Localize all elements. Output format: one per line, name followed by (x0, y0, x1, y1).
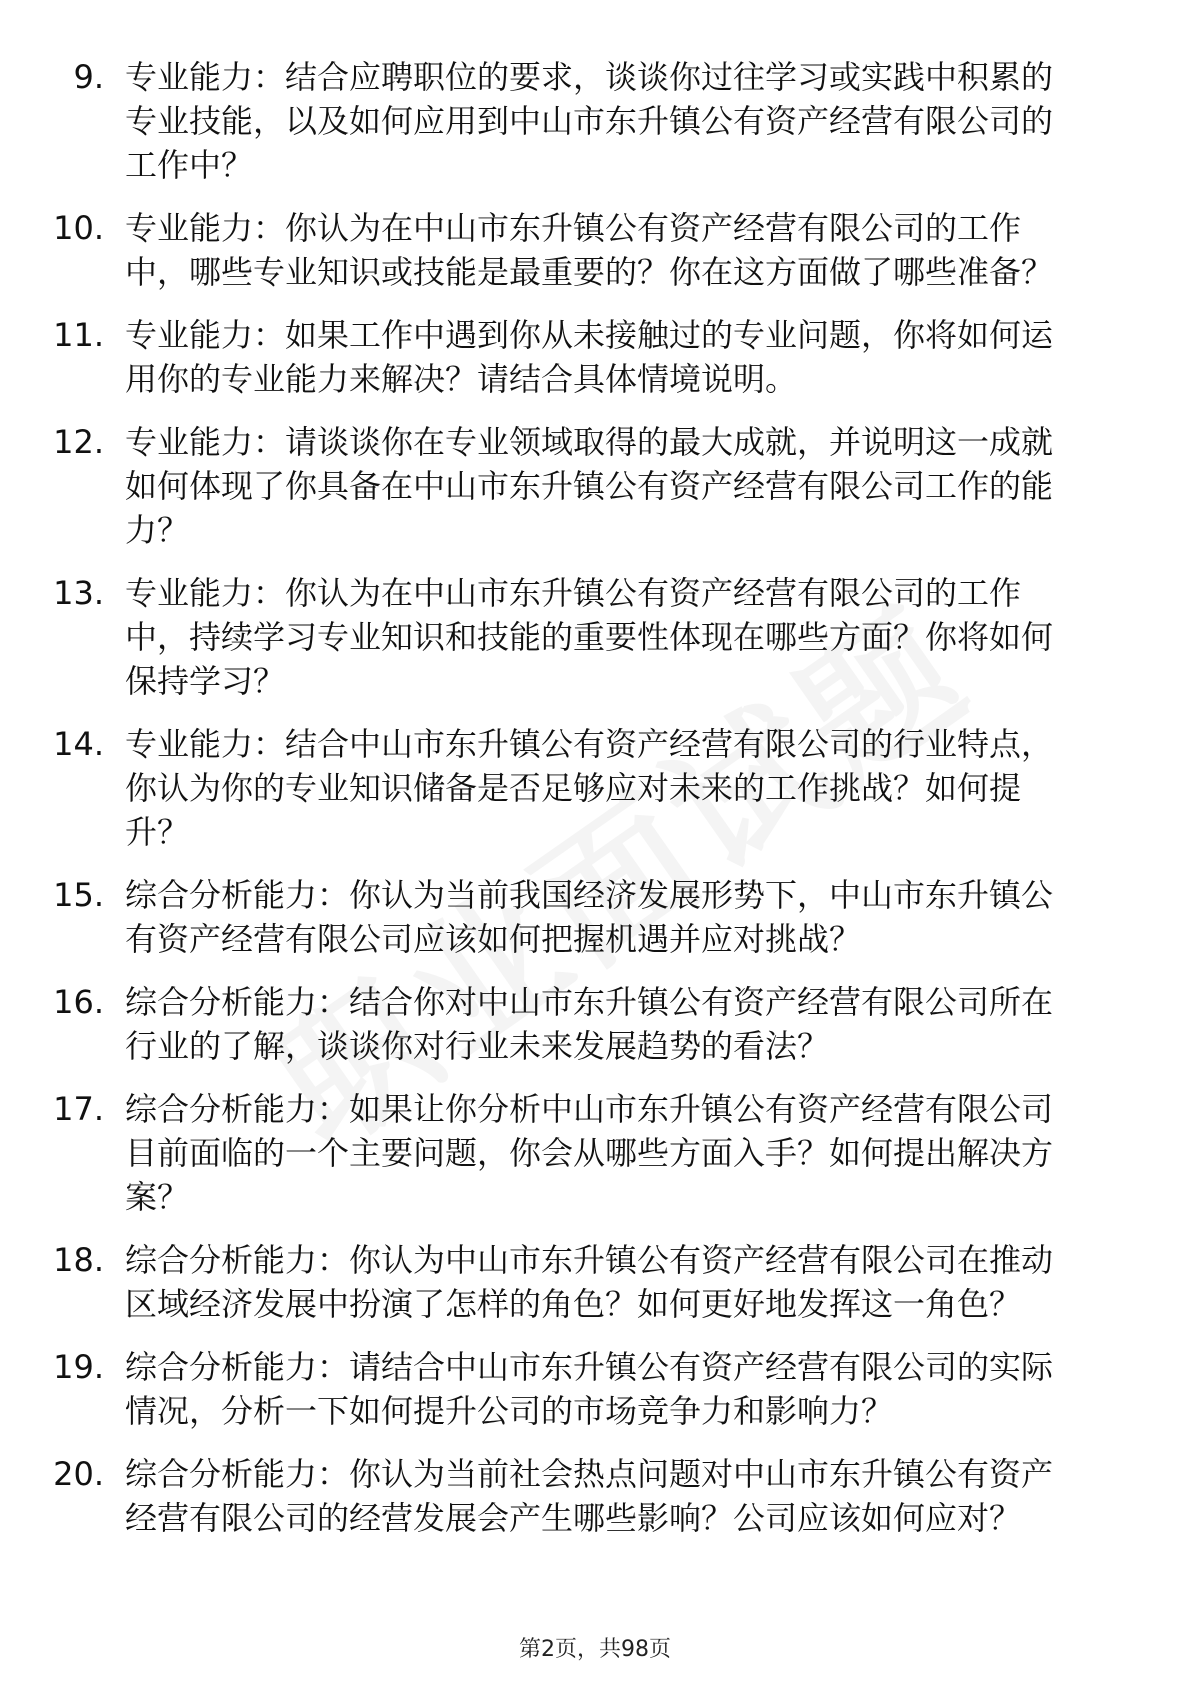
question-item (0, 1345, 1190, 1433)
page-footer: 第2页，共98页 (519, 1637, 671, 1662)
question-number: 13. (53, 574, 104, 612)
question-number: 16. (53, 983, 104, 1021)
question-text: 专业能力：结合中山市东升镇公有资产经营有限公司的行业特点，你认为你的专业知识储备是否足够应对未来的工作挑战？如何提升？ (125, 725, 1054, 851)
question-number: 10. (53, 209, 104, 247)
question-number: 19. (53, 1348, 104, 1386)
question-item (0, 1238, 1190, 1326)
question-number: 18. (53, 1241, 104, 1279)
question-text: 专业能力：结合应聘职位的要求，谈谈你过往学习或实践中积累的专业技能，以及如何应用到中山市东升镇公有资产经营有限公司的工作中？ (125, 58, 1054, 184)
question-text: 综合分析能力：你认为当前我国经济发展形势下，中山市东升镇公有资产经营有限公司应该如何把握机遇并应对挑战？ (125, 876, 1054, 958)
question-number: 20. (53, 1455, 104, 1493)
question-number: 14. (53, 725, 104, 763)
question-number: 9. (73, 58, 104, 96)
question-item (0, 571, 1190, 703)
question-number: 15. (53, 876, 104, 914)
question-number: 11. (53, 316, 104, 354)
question-item (0, 420, 1190, 552)
question-item (0, 55, 1190, 187)
question-text: 综合分析能力：结合你对中山市东升镇公有资产经营有限公司所在行业的了解，谈谈你对行业未来发展趋势的看法？ (125, 983, 1054, 1065)
question-text: 专业能力：你认为在中山市东升镇公有资产经营有限公司的工作中，持续学习专业知识和技能的重要性体现在哪些方面？你将如何保持学习？ (125, 574, 1054, 700)
question-text: 专业能力：你认为在中山市东升镇公有资产经营有限公司的工作中，哪些专业知识或技能是最重要的？你在这方面做了哪些准备？ (125, 209, 1054, 291)
question-number: 12. (53, 423, 104, 461)
question-item (0, 313, 1190, 401)
question-item (0, 980, 1190, 1068)
question-item (0, 873, 1190, 961)
question-item (0, 1087, 1190, 1219)
question-item (0, 1452, 1190, 1540)
question-list (0, 55, 1190, 1559)
question-text: 专业能力：请谈谈你在专业领域取得的最大成就，并说明这一成就如何体现了你具备在中山市东升镇公有资产经营有限公司工作的能力？ (125, 423, 1054, 549)
question-item (0, 206, 1190, 294)
question-text: 综合分析能力：你认为中山市东升镇公有资产经营有限公司在推动区域经济发展中扮演了怎样的角色？如何更好地发挥这一角色？ (125, 1241, 1054, 1323)
question-item (0, 722, 1190, 854)
question-text: 综合分析能力：请结合中山市东升镇公有资产经营有限公司的实际情况，分析一下如何提升公司的市场竞争力和影响力？ (125, 1348, 1054, 1430)
question-text: 综合分析能力：如果让你分析中山市东升镇公有资产经营有限公司目前面临的一个主要问题，你会从哪些方面入手？如何提出解决方案？ (125, 1090, 1054, 1216)
question-text: 专业能力：如果工作中遇到你从未接触过的专业问题，你将如何运用你的专业能力来解决？请结合具体情境说明。 (125, 316, 1054, 398)
question-number: 17. (53, 1090, 104, 1128)
question-text: 综合分析能力：你认为当前社会热点问题对中山市东升镇公有资产经营有限公司的经营发展会产生哪些影响？公司应该如何应对？ (125, 1455, 1054, 1537)
